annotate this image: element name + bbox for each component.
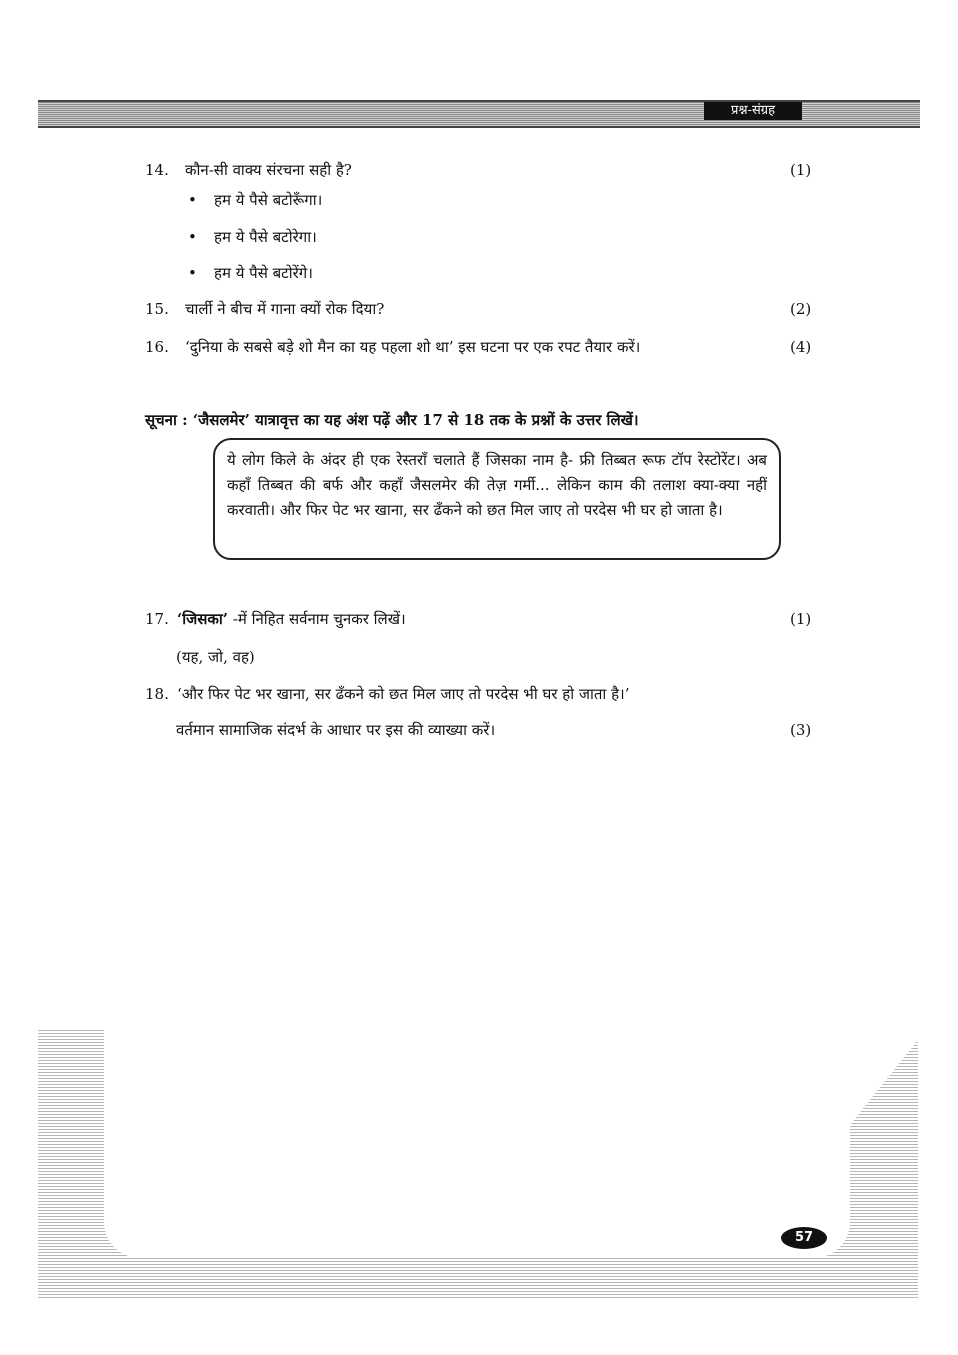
question-text: ‘दुनिया के सबसे बड़े शो मैन का यह पहला शो था’ इस घटना पर एक रपट तैयार करें। [185, 338, 641, 356]
marks: (3) [790, 721, 812, 739]
question-text: -में निहित सर्वनाम चुनकर लिखें। [228, 610, 406, 628]
marks: (1) [790, 610, 812, 628]
marks: (4) [790, 338, 812, 356]
question-number: 18. [145, 685, 169, 703]
header-tag: प्रश्न-संग्रह [704, 102, 802, 120]
marks: (2) [790, 300, 812, 318]
question-15 [145, 299, 384, 319]
question-14 [145, 160, 352, 180]
question-18 [145, 684, 630, 704]
footer-panel [104, 1000, 850, 1258]
question-number: 15. [145, 300, 169, 318]
question-quote: ‘और फिर पेट भर खाना, सर ढँकने को छत मिल जाए तो परदेस भी घर हो जाता है।’ [177, 685, 630, 703]
question-16 [145, 337, 640, 357]
question-text: कौन-सी वाक्य संरचना सही है? [185, 161, 352, 179]
question-text: चार्ली ने बीच में गाना क्यों रोक दिया? [185, 300, 385, 318]
option-text: हम ये पैसे बटोरेगा। [214, 228, 317, 246]
instruction-notice: सूचना : ‘जैसलमेर’ यात्रावृत्त का यह अंश पढ़ें और 17 से 18 तक के प्रश्नों के उत्तर लिखें। [145, 411, 639, 429]
question-keyword: ‘जिसका’ [177, 610, 229, 628]
question-number: 17. [145, 610, 169, 628]
question-number: 16. [145, 338, 169, 356]
page-number: 57 [781, 1227, 827, 1249]
bullet-icon: • [188, 228, 197, 246]
option-item [188, 190, 322, 210]
answer-choices: (यह, जो, वह) [176, 648, 255, 666]
bullet-icon: • [188, 191, 197, 209]
bullet-icon: • [188, 264, 197, 282]
option-text: हम ये पैसे बटोरूँगा। [214, 191, 323, 209]
option-text: हम ये पैसे बटोरेंगे। [214, 264, 313, 282]
passage-box: ये लोग किले के अंदर ही एक रेस्तराँ चलाते हैं जिसका नाम है- फ्री तिब्बत रूफ टॉप रेस्टोरेंट। अब कहाँ तिब्बत की बर्फ और कहाँ जैसलमेर की तेज़ गर्मी... लेकिन काम की तलाश क्या-क्या नहीं करवाती। और फिर पेट भर खाना, सर ढँकने को छत मिल जाए तो परदेस भी घर हो जाता है। [213, 438, 781, 560]
question-number: 14. [145, 161, 169, 179]
marks: (1) [790, 161, 812, 179]
question-17 [145, 609, 406, 629]
option-item [188, 263, 313, 283]
option-item [188, 227, 317, 247]
question-text: वर्तमान सामाजिक संदर्भ के आधार पर इस की व्याख्या करें। [176, 721, 496, 739]
